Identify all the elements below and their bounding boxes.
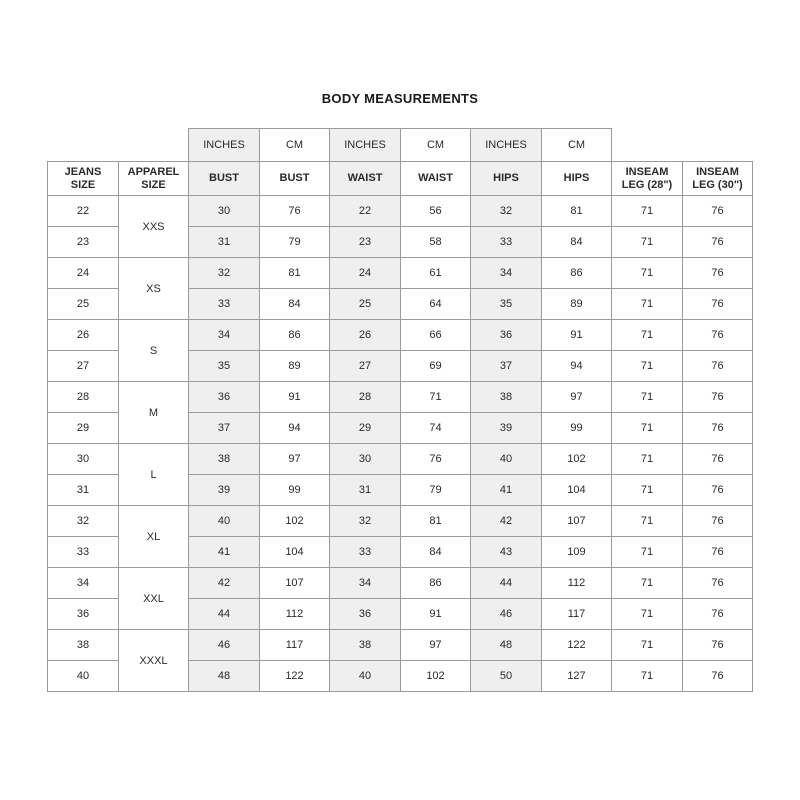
unit-cell: CM [542, 129, 612, 162]
jeans-size-cell: 24 [48, 258, 119, 289]
jeans-size-cell: 38 [48, 630, 119, 661]
table-cell: 71 [612, 444, 683, 475]
table-cell: 99 [260, 475, 330, 506]
table-cell: 127 [542, 661, 612, 692]
blank-cell [612, 129, 683, 162]
table-cell: 94 [542, 351, 612, 382]
table-cell: 37 [189, 413, 260, 444]
table-cell: 102 [401, 661, 471, 692]
table-cell: 76 [683, 475, 753, 506]
apparel-size-cell: XXS [119, 196, 189, 258]
table-cell: 41 [189, 537, 260, 568]
table-cell: 84 [260, 289, 330, 320]
table-cell: 46 [189, 630, 260, 661]
header-hips-cm: HIPS [542, 162, 612, 196]
table-cell: 39 [471, 413, 542, 444]
jeans-size-cell: 30 [48, 444, 119, 475]
table-cell: 66 [401, 320, 471, 351]
table-cell: 36 [330, 599, 401, 630]
jeans-size-cell: 32 [48, 506, 119, 537]
table-cell: 71 [612, 413, 683, 444]
table-cell: 76 [683, 258, 753, 289]
table-cell: 23 [330, 227, 401, 258]
table-cell: 76 [683, 599, 753, 630]
table-cell: 22 [330, 196, 401, 227]
table-cell: 81 [401, 506, 471, 537]
table-cell: 64 [401, 289, 471, 320]
table-cell: 109 [542, 537, 612, 568]
jeans-size-cell: 31 [48, 475, 119, 506]
header-line: LEG (30") [692, 178, 743, 191]
table-cell: 33 [471, 227, 542, 258]
table-cell: 35 [471, 289, 542, 320]
table-cell: 81 [260, 258, 330, 289]
table-cell: 71 [612, 475, 683, 506]
table-cell: 32 [189, 258, 260, 289]
blank-cell [683, 129, 753, 162]
header-apparel-size [119, 162, 189, 196]
table-cell: 107 [542, 506, 612, 537]
table-row [48, 630, 753, 661]
table-cell: 97 [401, 630, 471, 661]
table-cell: 91 [542, 320, 612, 351]
table-cell: 36 [189, 382, 260, 413]
table-cell: 76 [683, 537, 753, 568]
header-line: JEANS [64, 165, 102, 178]
header-waist-cm: WAIST [401, 162, 471, 196]
table-cell: 117 [542, 599, 612, 630]
table-cell: 34 [330, 568, 401, 599]
blank-cell [119, 129, 189, 162]
table-cell: 69 [401, 351, 471, 382]
table-cell: 38 [471, 382, 542, 413]
unit-cell: INCHES [330, 129, 401, 162]
table-cell: 71 [612, 320, 683, 351]
table-cell: 61 [401, 258, 471, 289]
table-cell: 76 [683, 568, 753, 599]
header-line: SIZE [141, 178, 166, 191]
table-cell: 40 [471, 444, 542, 475]
table-cell: 38 [189, 444, 260, 475]
table-row [48, 196, 753, 227]
table-cell: 71 [612, 568, 683, 599]
table-cell: 86 [260, 320, 330, 351]
header-bust-cm: BUST [260, 162, 330, 196]
table-cell: 32 [471, 196, 542, 227]
header-bust-inches: BUST [189, 162, 260, 196]
table-cell: 71 [612, 258, 683, 289]
header-line: SIZE [70, 178, 96, 191]
table-row [48, 506, 753, 537]
table-cell: 76 [683, 382, 753, 413]
header-line: INSEAM [625, 165, 669, 178]
table-row [48, 382, 753, 413]
table-cell: 104 [542, 475, 612, 506]
header-line: APPAREL [127, 165, 180, 178]
table-cell: 86 [542, 258, 612, 289]
table-cell: 31 [330, 475, 401, 506]
table-cell: 117 [260, 630, 330, 661]
blank-cell [48, 129, 119, 162]
table-cell: 25 [330, 289, 401, 320]
unit-cell: CM [401, 129, 471, 162]
table-cell: 102 [542, 444, 612, 475]
table-cell: 79 [260, 227, 330, 258]
table-cell: 76 [683, 196, 753, 227]
table-cell: 71 [612, 351, 683, 382]
table-cell: 24 [330, 258, 401, 289]
jeans-size-cell: 25 [48, 289, 119, 320]
table-cell: 36 [471, 320, 542, 351]
table-cell: 122 [260, 661, 330, 692]
header-waist-inches: WAIST [330, 162, 401, 196]
table-cell: 122 [542, 630, 612, 661]
table-cell: 107 [260, 568, 330, 599]
table-cell: 104 [260, 537, 330, 568]
apparel-size-cell: M [119, 382, 189, 444]
header-inseam-30 [683, 162, 753, 196]
table-row [48, 568, 753, 599]
table-cell: 44 [189, 599, 260, 630]
table-cell: 79 [401, 475, 471, 506]
table-cell: 89 [542, 289, 612, 320]
table-cell: 42 [189, 568, 260, 599]
table-cell: 76 [683, 227, 753, 258]
table-cell: 71 [612, 630, 683, 661]
table-cell: 30 [189, 196, 260, 227]
header-inseam-28 [612, 162, 683, 196]
jeans-size-cell: 22 [48, 196, 119, 227]
table-cell: 71 [612, 227, 683, 258]
table-cell: 76 [683, 413, 753, 444]
jeans-size-cell: 36 [48, 599, 119, 630]
table-cell: 84 [542, 227, 612, 258]
table-cell: 112 [260, 599, 330, 630]
apparel-size-cell: L [119, 444, 189, 506]
header-line: INSEAM [696, 165, 739, 178]
table-cell: 41 [471, 475, 542, 506]
table-cell: 112 [542, 568, 612, 599]
table-cell: 34 [471, 258, 542, 289]
table-cell: 50 [471, 661, 542, 692]
table-cell: 46 [471, 599, 542, 630]
jeans-size-cell: 28 [48, 382, 119, 413]
unit-cell: INCHES [471, 129, 542, 162]
table-row [48, 444, 753, 475]
table-cell: 33 [189, 289, 260, 320]
apparel-size-cell: S [119, 320, 189, 382]
jeans-size-cell: 34 [48, 568, 119, 599]
jeans-size-cell: 40 [48, 661, 119, 692]
table-cell: 40 [189, 506, 260, 537]
header-row [48, 162, 753, 196]
table-row [48, 320, 753, 351]
table-cell: 56 [401, 196, 471, 227]
table-cell: 76 [401, 444, 471, 475]
table-cell: 48 [471, 630, 542, 661]
table-cell: 42 [471, 506, 542, 537]
table-cell: 30 [330, 444, 401, 475]
table-cell: 58 [401, 227, 471, 258]
table-cell: 76 [683, 630, 753, 661]
table-cell: 29 [330, 413, 401, 444]
table-cell: 48 [189, 661, 260, 692]
table-cell: 40 [330, 661, 401, 692]
table-cell: 91 [260, 382, 330, 413]
table-cell: 84 [401, 537, 471, 568]
unit-row [48, 129, 753, 162]
apparel-size-cell: XXL [119, 568, 189, 630]
table-cell: 35 [189, 351, 260, 382]
table-cell: 89 [260, 351, 330, 382]
table-cell: 76 [683, 661, 753, 692]
table-cell: 94 [260, 413, 330, 444]
jeans-size-cell: 33 [48, 537, 119, 568]
size-chart-table [47, 128, 753, 692]
page-title: BODY MEASUREMENTS [321, 91, 479, 106]
unit-cell: INCHES [189, 129, 260, 162]
table-cell: 76 [260, 196, 330, 227]
table-cell: 97 [542, 382, 612, 413]
table-cell: 71 [612, 661, 683, 692]
table-cell: 76 [683, 351, 753, 382]
table-cell: 71 [401, 382, 471, 413]
table-cell: 32 [330, 506, 401, 537]
table-cell: 27 [330, 351, 401, 382]
table-cell: 71 [612, 537, 683, 568]
table-cell: 26 [330, 320, 401, 351]
table-cell: 76 [683, 444, 753, 475]
table-cell: 71 [612, 506, 683, 537]
table-cell: 33 [330, 537, 401, 568]
table-cell: 99 [542, 413, 612, 444]
table-cell: 81 [542, 196, 612, 227]
table-cell: 34 [189, 320, 260, 351]
table-cell: 39 [189, 475, 260, 506]
table-cell: 37 [471, 351, 542, 382]
table-cell: 71 [612, 289, 683, 320]
apparel-size-cell: XXXL [119, 630, 189, 692]
table-cell: 71 [612, 196, 683, 227]
table-cell: 102 [260, 506, 330, 537]
table-row [48, 258, 753, 289]
apparel-size-cell: XL [119, 506, 189, 568]
table-cell: 76 [683, 506, 753, 537]
apparel-size-cell: XS [119, 258, 189, 320]
jeans-size-cell: 29 [48, 413, 119, 444]
table-cell: 91 [401, 599, 471, 630]
header-jeans-size [48, 162, 119, 196]
table-cell: 71 [612, 382, 683, 413]
table-cell: 76 [683, 289, 753, 320]
table-cell: 43 [471, 537, 542, 568]
jeans-size-cell: 26 [48, 320, 119, 351]
table-cell: 86 [401, 568, 471, 599]
jeans-size-cell: 27 [48, 351, 119, 382]
table-cell: 28 [330, 382, 401, 413]
table-cell: 74 [401, 413, 471, 444]
table-cell: 71 [612, 599, 683, 630]
table-cell: 38 [330, 630, 401, 661]
table-cell: 31 [189, 227, 260, 258]
table-cell: 44 [471, 568, 542, 599]
table-cell: 76 [683, 320, 753, 351]
header-line: LEG (28") [621, 178, 673, 191]
table-cell: 97 [260, 444, 330, 475]
jeans-size-cell: 23 [48, 227, 119, 258]
header-hips-inches: HIPS [471, 162, 542, 196]
unit-cell: CM [260, 129, 330, 162]
